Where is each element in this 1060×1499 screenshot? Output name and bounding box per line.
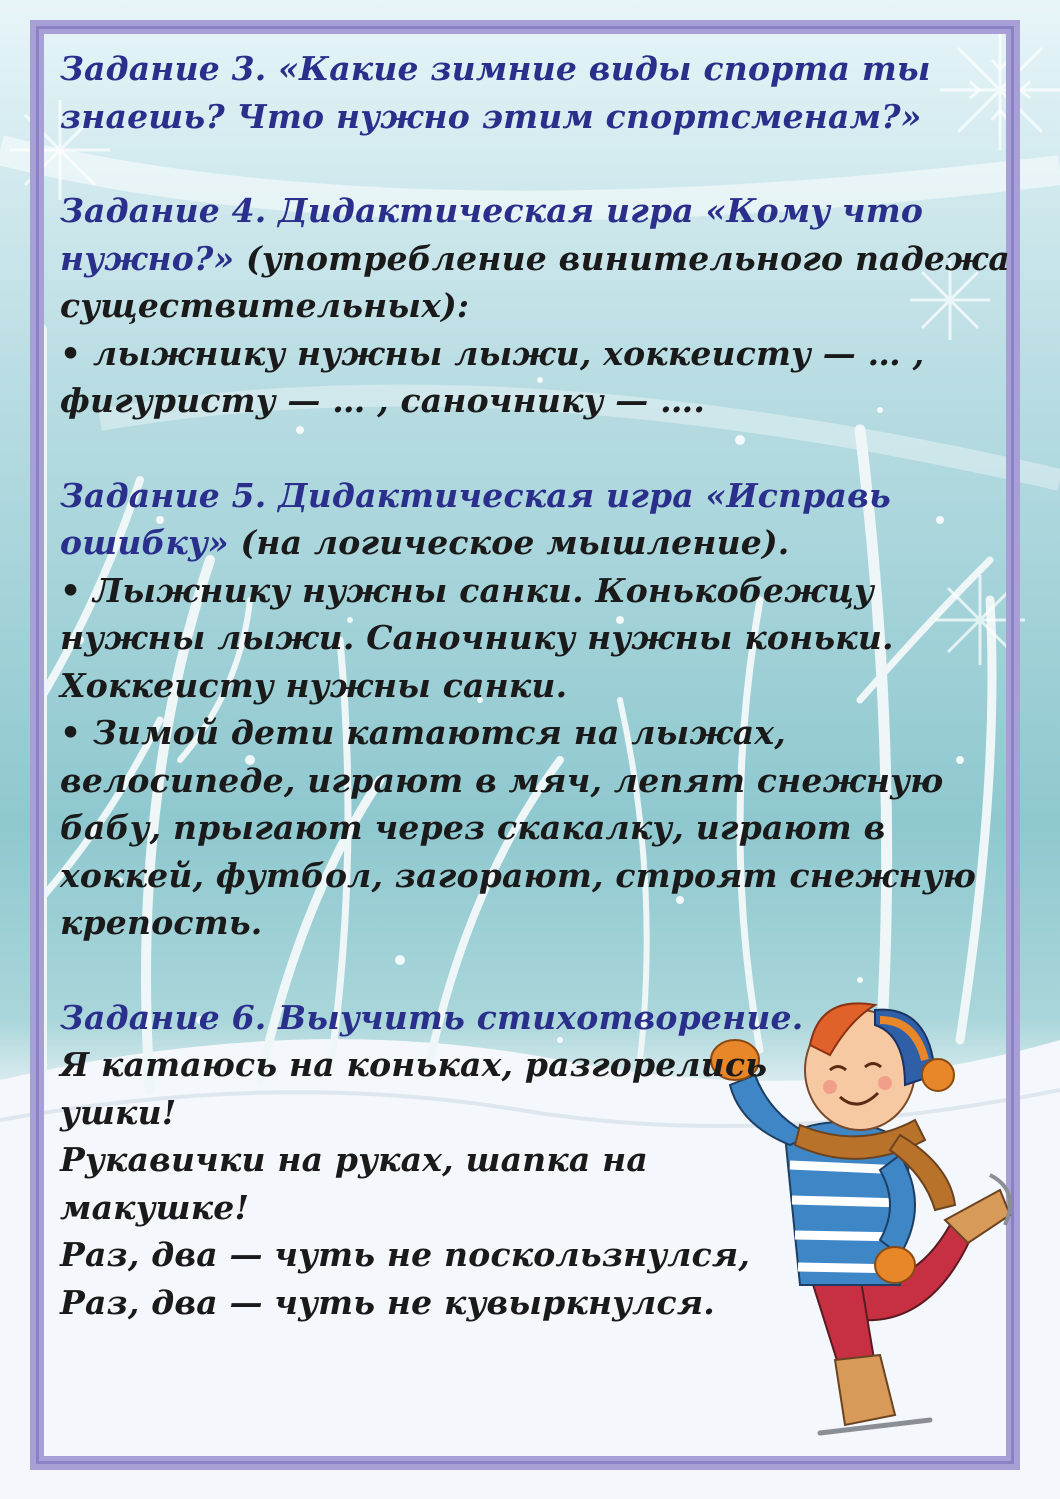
task-5-heading: Задание 5. Дидактическая игра «Исправь ошибку» bbox=[60, 475, 891, 562]
task-6-heading: Задание 6. Выучить стихотворение. bbox=[60, 997, 804, 1037]
task-5 bbox=[60, 472, 1010, 567]
poem-line: Раз, два — чуть не кувыркнулся. bbox=[60, 1282, 715, 1322]
spacer bbox=[60, 947, 1010, 994]
task-3 bbox=[60, 45, 1010, 140]
task-6 bbox=[60, 994, 1010, 1042]
task-list bbox=[60, 45, 1010, 1326]
poem bbox=[60, 1041, 800, 1326]
spacer bbox=[60, 425, 1010, 472]
poem-line: Я катаюсь на коньках, разгорелись ушки! bbox=[60, 1045, 768, 1132]
task-4-bullet: • лыжнику нужны лыжи, хоккеисту — … , фигуристу — … , саночнику — …. bbox=[60, 333, 925, 420]
task-4-heading: Задание 4. Дидактическая игра «Кому что нужно?» bbox=[60, 191, 924, 278]
task-5-note: (на логическое мышление). bbox=[228, 523, 790, 562]
poem-line: Раз, два — чуть не поскользнулся, bbox=[60, 1235, 751, 1274]
task-3-heading: Задание 3. «Какие зимние виды спорта ты знаешь? Что нужно этим спортсменам?» bbox=[60, 49, 931, 136]
poem-line: Рукавички на руках, шапка на макушке! bbox=[60, 1140, 648, 1227]
task-5-bullet-2: • Зимой дети катаются на лыжах, велосипеде, играют в мяч, лепят снежную бабу, прыгают через скакалку, играют в хоккей, футбол, загорают, строят снежную крепость. bbox=[60, 713, 976, 942]
task-4-note: (употребление винительного падежа существительных): bbox=[60, 238, 1010, 325]
spacer bbox=[60, 140, 1010, 187]
task-4 bbox=[60, 187, 1010, 330]
task-5-bullet-1: • Лыжнику нужны санки. Конькобежцу нужны лыжи. Саночнику нужны коньки. Хоккеисту нужны санки. bbox=[60, 570, 894, 705]
